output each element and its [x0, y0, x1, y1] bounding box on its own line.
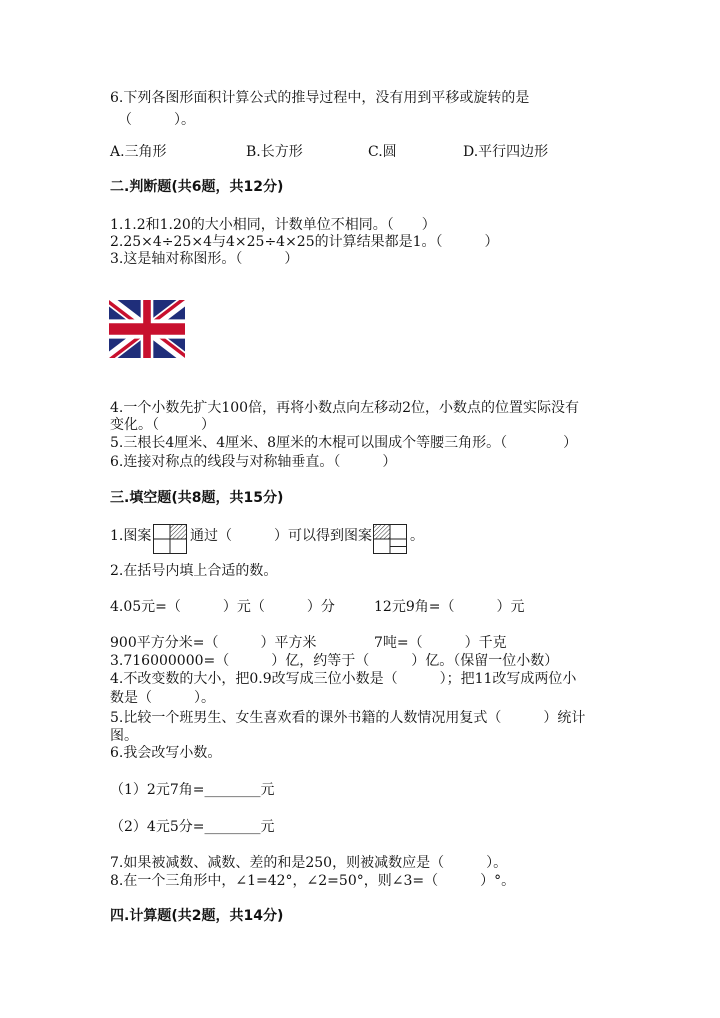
section-3-heading: 三.填空题(共8题，共15分) [110, 490, 284, 506]
fill-q6-1: （1）2元7角=________元 [110, 782, 275, 798]
fill-q7: 7.如果被减数、减数、差的和是250，则被减数应是（ ）。 [110, 855, 508, 871]
fill-q4-line2: 数是（ ）。 [110, 690, 215, 706]
fill-q2: 2.在括号内填上合适的数。 [110, 563, 278, 579]
fill-q6: 6.我会改写小数。 [110, 745, 222, 761]
section-2-heading: 二.判断题(共6题，共12分) [110, 179, 284, 195]
fill-q1-prefix: 1.图案 [110, 528, 152, 544]
fill-q2-d: 7吨=（ ）千克 [374, 635, 507, 651]
judge-q4-line1: 4.一个小数先扩大100倍，再将小数点向左移动2位，小数点的位置实际没有 [110, 400, 579, 416]
judge-q3: 3.这是轴对称图形。（ ） [110, 251, 299, 267]
fill-q3: 3.716000000=（ ）亿，约等于（ ）亿。（保留一位小数） [110, 653, 559, 669]
fill-q1-suffix: 。 [410, 528, 424, 544]
judge-q1: 1.1.2和1.20的大小相同，计数单位不相同。（ ） [110, 217, 436, 233]
fill-q5-line2: 图。 [110, 728, 138, 744]
fill-q4-line1: 4.不改变数的大小，把0.9改写成三位小数是（ ）；把11改写成两位小 [110, 671, 577, 687]
judge-q4-line2: 变化。（ ） [110, 417, 215, 433]
judge-q2: 2.25×4÷25×4与4×25÷4×25的计算结果都是1。（ ） [110, 234, 499, 250]
section-4-heading: 四.计算题(共2题，共14分) [110, 908, 284, 924]
option-a: A.三角形 [110, 144, 167, 160]
question-6-line1: 6.下列各图形面积计算公式的推导过程中，没有用到平移或旋转的是 [110, 90, 530, 106]
fill-q6-2: （2）4元5分=________元 [110, 819, 275, 835]
pattern-after-image [373, 524, 407, 554]
fill-q8: 8.在一个三角形中，∠1=42°，∠2=50°，则∠3=（ ）°。 [110, 873, 516, 889]
question-6-blank: （ ）。 [118, 112, 195, 128]
judge-q6: 6.连接对称点的线段与对称轴垂直。（ ） [110, 454, 397, 470]
pattern-before-image [153, 524, 187, 554]
option-d: D.平行四边形 [463, 144, 549, 160]
fill-q2-b: 12元9角=（ ）元 [374, 599, 525, 615]
fill-q2-c: 900平方分米=（ ）平方米 [110, 635, 317, 651]
fill-q1-middle: 通过（ ）可以得到图案 [190, 528, 372, 544]
fill-q5-line1: 5.比较一个班男生、女生喜欢看的课外书籍的人数情况用复式（ ）统计 [110, 710, 586, 726]
judge-q5: 5.三根长4厘米、4厘米、8厘米的木棍可以围成个等腰三角形。（ ） [110, 435, 578, 451]
option-c: C.圆 [368, 144, 397, 160]
union-jack-flag-image [109, 300, 185, 358]
fill-q2-a: 4.05元=（ ）元（ ）分 [110, 599, 335, 615]
option-b: B.长方形 [246, 144, 303, 160]
